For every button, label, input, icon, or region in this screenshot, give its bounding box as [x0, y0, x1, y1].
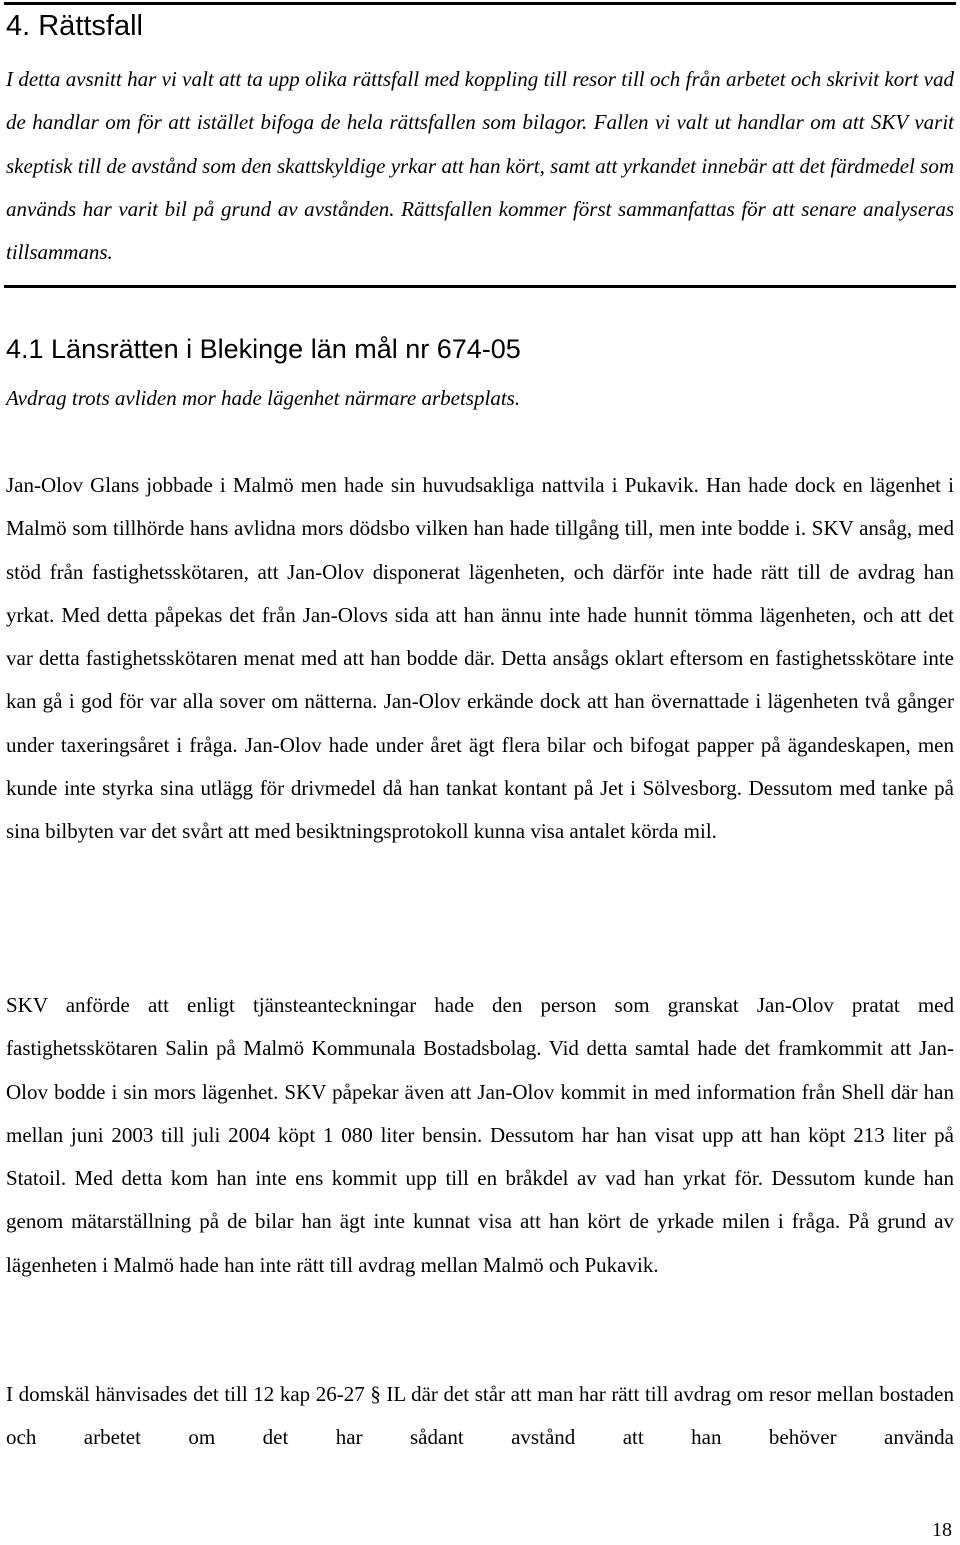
section-intro: I detta avsnitt har vi valt att ta upp olika rättsfall med koppling till resor till och från arbetet och skrivit kort vad de handlar om för att istället bifoga de hela rättsfallen som bilagor. Fallen vi valt ut handlar om att SKV varit skeptisk till de avstånd som den skattskyldige yrkar att han kört, samt att yrkandet innebär att det färdmedel som används har varit bil på grund av avstånden. Rättsfallen kommer först sammanfattas för att senare analyseras tillsammans.: [6, 67, 954, 265]
section-divider: [4, 285, 956, 288]
body-paragraph: Jan-Olov Glans jobbade i Malmö men hade sin huvudsakliga nattvila i Pukavik. Han hade dock en lägenhet i Malmö som tillhörde hans avlidna mors dödsbo vilken han hade tillgång till, men inte bodde i. SKV ansåg, med stöd från fastighetsskötaren, att Jan-Olov disponerat lägenheten, och därför inte hade rätt till de avdrag han yrkat. Med detta påpekas det från Jan-Olovs sida att han ännu inte hade hunnit tömma lägenheten, och att det var detta fastighetsskötaren menat med att han bodde där. Detta ansågs oklart eftersom en fastighetsskötare inte kan gå i god för var alla sover om nätterna. Jan-Olov erkände dock att han övernattade i lägenheten två gånger under taxeringsåret i fråga. Jan-Olov hade under året ägt flera bilar och bifogat papper på ägandeskapen, men kunde inte styrka sina utlägg för drivmedel då han tankat kontant på Jet i Sölvesborg. Dessutom med tanke på sina bilbyten var det svårt att med besiktningsprotokoll kunna visa antalet körda mil.: [6, 473, 954, 844]
subsection-heading: 4.1 Länsrätten i Blekinge län mål nr 674-05: [6, 334, 521, 364]
top-rule: [4, 2, 956, 5]
body-paragraph: I domskäl hänvisades det till 12 kap 26-27 § IL där det står att man har rätt till avdrag om resor mellan bostaden och arbetet om det har sådant avstånd att han behöver använda: [6, 1382, 954, 1450]
body-paragraph: SKV anförde att enligt tjänsteanteckningar hade den person som granskat Jan-Olov pratat med fastighetsskötaren Salin på Malmö Kommunala Bostadsbolag. Vid detta samtal hade det framkommit att Jan-Olov bodde i sin mors lägenhet. SKV påpekar även att Jan-Olov kommit in med information från Shell där han mellan juni 2003 till juli 2004 köpt 1 080 liter bensin. Dessutom har han visat upp att han köpt 213 liter på Statoil. Med detta kom han inte ens kommit upp till en bråkdel av vad han yrkat för. Dessutom kunde han genom mätarställning på de bilar han ägt inte kunnat visa att han kört de yrkade milen i fråga. På grund av lägenheten i Malmö hade han inte rätt till avdrag mellan Malmö och Pukavik.: [6, 993, 954, 1277]
section-heading: 4. Rättsfall: [6, 10, 143, 42]
subsection-subtitle: Avdrag trots avliden mor hade lägenhet närmare arbetsplats.: [6, 386, 521, 410]
page-number: 18: [932, 1519, 952, 1541]
